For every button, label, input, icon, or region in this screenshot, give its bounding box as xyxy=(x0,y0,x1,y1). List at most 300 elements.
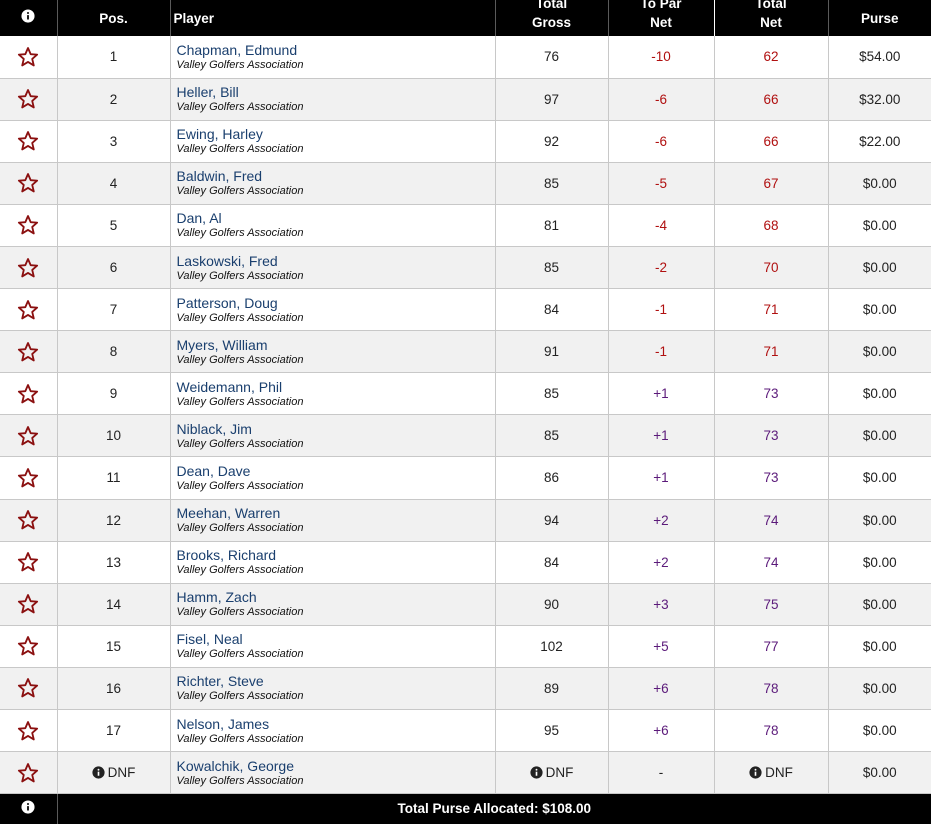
total-net-cell xyxy=(714,457,828,499)
player-name-link[interactable]: Myers, William xyxy=(176,336,268,353)
player-cell xyxy=(170,541,495,583)
star-icon[interactable] xyxy=(17,509,39,531)
player-cell xyxy=(170,289,495,331)
total-gross-cell xyxy=(495,415,608,457)
star-icon[interactable] xyxy=(17,720,39,742)
favorite-toggle[interactable] xyxy=(0,752,57,794)
player-name-link[interactable]: Heller, Bill xyxy=(176,84,239,101)
player-club: Valley Golfers Association xyxy=(176,690,304,703)
to-par-net-cell xyxy=(608,36,714,78)
to-par-net-value: - xyxy=(658,765,664,781)
total-net-cell xyxy=(714,331,828,373)
star-icon[interactable] xyxy=(17,425,39,447)
total-gross-value: 94 xyxy=(543,512,560,528)
table-row xyxy=(0,36,931,78)
position-cell xyxy=(57,583,170,625)
total-gross-cell xyxy=(495,541,608,583)
table-row xyxy=(0,583,931,625)
star-icon[interactable] xyxy=(17,130,39,152)
to-par-net-value: -1 xyxy=(654,302,667,318)
position-cell xyxy=(57,710,170,752)
purse-cell xyxy=(828,162,931,204)
position-cell xyxy=(57,120,170,162)
player-cell xyxy=(170,415,495,457)
to-par-net-cell xyxy=(608,541,714,583)
total-gross-value: 97 xyxy=(543,91,560,107)
player-cell xyxy=(170,752,495,794)
to-par-net-value: -4 xyxy=(654,217,667,233)
star-icon[interactable] xyxy=(17,214,39,236)
player-cell xyxy=(170,120,495,162)
total-net-value: 62 xyxy=(763,49,779,65)
to-par-net-cell xyxy=(608,331,714,373)
to-par-net-cell xyxy=(608,499,714,541)
position-cell xyxy=(57,667,170,709)
purse-value: $0.00 xyxy=(862,470,897,486)
favorite-toggle[interactable] xyxy=(0,415,57,457)
total-net-value: 78 xyxy=(763,680,779,696)
position-cell xyxy=(57,625,170,667)
table-row xyxy=(0,667,931,709)
player-name-link[interactable]: Nelson, James xyxy=(176,715,270,732)
position-value: 9 xyxy=(109,386,118,402)
star-icon[interactable] xyxy=(17,46,39,68)
star-icon[interactable] xyxy=(17,551,39,573)
favorite-toggle[interactable] xyxy=(0,583,57,625)
header-to-par-net[interactable]: To Par Net xyxy=(608,0,714,36)
to-par-net-cell xyxy=(608,667,714,709)
total-gross-value: 90 xyxy=(543,596,560,612)
to-par-net-value: +6 xyxy=(653,680,669,696)
purse-value: $0.00 xyxy=(862,512,897,528)
header-total-gross[interactable]: Total Gross xyxy=(495,0,608,36)
position-cell xyxy=(57,36,170,78)
total-net-value: 73 xyxy=(763,386,779,402)
player-name-link[interactable]: Laskowski, Fred xyxy=(176,252,278,269)
purse-value: $0.00 xyxy=(862,302,897,318)
player-club: Valley Golfers Association xyxy=(176,648,304,661)
star-icon[interactable] xyxy=(17,257,39,279)
purse-cell xyxy=(828,331,931,373)
favorite-toggle[interactable] xyxy=(0,204,57,246)
total-gross-value: 95 xyxy=(543,723,560,739)
to-par-net-cell xyxy=(608,373,714,415)
total-gross-cell xyxy=(495,752,608,794)
total-gross-value: 85 xyxy=(543,428,560,444)
purse-cell xyxy=(828,667,931,709)
total-gross-cell xyxy=(495,583,608,625)
player-name-link[interactable]: Brooks, Richard xyxy=(176,547,277,564)
total-net-cell xyxy=(714,710,828,752)
player-cell xyxy=(170,36,495,78)
position-cell xyxy=(57,457,170,499)
purse-cell xyxy=(828,289,931,331)
table-row xyxy=(0,162,931,204)
purse-cell xyxy=(828,457,931,499)
player-club: Valley Golfers Association xyxy=(176,437,304,450)
total-net-cell xyxy=(714,204,828,246)
player-club: Valley Golfers Association xyxy=(176,522,304,535)
position-cell xyxy=(57,499,170,541)
player-club: Valley Golfers Association xyxy=(176,606,304,619)
total-net-value: 74 xyxy=(763,512,779,528)
total-net-cell xyxy=(714,36,828,78)
player-club: Valley Golfers Association xyxy=(176,732,304,745)
total-gross-cell xyxy=(495,373,608,415)
player-club: Valley Golfers Association xyxy=(176,564,304,577)
position-cell xyxy=(57,752,170,794)
to-par-net-cell xyxy=(608,246,714,288)
table-row xyxy=(0,246,931,288)
to-par-net-value: +6 xyxy=(653,723,669,739)
total-net-value: 77 xyxy=(763,638,779,654)
total-gross-value: 85 xyxy=(543,260,560,276)
position-value: 8 xyxy=(109,344,118,360)
total-gross-value: 85 xyxy=(543,175,560,191)
star-icon[interactable] xyxy=(17,299,39,321)
to-par-net-cell xyxy=(608,289,714,331)
favorite-toggle[interactable] xyxy=(0,120,57,162)
total-gross-cell xyxy=(495,246,608,288)
total-gross-cell xyxy=(495,204,608,246)
player-club: Valley Golfers Association xyxy=(176,143,304,156)
to-par-net-cell xyxy=(608,752,714,794)
total-net-value: 71 xyxy=(763,344,779,360)
star-icon[interactable] xyxy=(17,341,39,363)
total-net-value: 78 xyxy=(763,723,779,739)
purse-cell xyxy=(828,36,931,78)
position-value: 2 xyxy=(109,91,118,107)
star-icon[interactable] xyxy=(17,88,39,110)
purse-cell xyxy=(828,246,931,288)
player-club: Valley Golfers Association xyxy=(176,227,304,240)
total-net-cell xyxy=(714,625,828,667)
purse-value: $0.00 xyxy=(862,344,897,360)
favorite-toggle[interactable] xyxy=(0,373,57,415)
total-gross-cell xyxy=(495,120,608,162)
player-cell xyxy=(170,625,495,667)
total-gross-cell xyxy=(495,625,608,667)
to-par-net-cell xyxy=(608,120,714,162)
purse-cell xyxy=(828,583,931,625)
total-gross-cell xyxy=(495,289,608,331)
footer-info[interactable] xyxy=(0,794,57,824)
player-name-link[interactable]: Patterson, Doug xyxy=(176,294,278,311)
player-club: Valley Golfers Association xyxy=(176,395,304,408)
purse-value: $54.00 xyxy=(859,49,901,65)
player-name-link[interactable]: Dan, Al xyxy=(176,210,222,227)
table-row xyxy=(0,373,931,415)
header-info[interactable] xyxy=(0,0,57,36)
total-gross-cell xyxy=(495,331,608,373)
table-row xyxy=(0,120,931,162)
to-par-net-value: -6 xyxy=(654,91,667,107)
star-icon[interactable] xyxy=(17,172,39,194)
to-par-net-cell xyxy=(608,457,714,499)
to-par-net-value: +1 xyxy=(653,428,669,444)
position-value: 16 xyxy=(105,680,122,696)
to-par-net-value: +1 xyxy=(653,470,669,486)
position-value: DNF xyxy=(107,765,136,781)
favorite-toggle[interactable] xyxy=(0,289,57,331)
total-net-cell xyxy=(714,120,828,162)
table-row xyxy=(0,541,931,583)
player-cell xyxy=(170,583,495,625)
favorite-toggle[interactable] xyxy=(0,625,57,667)
favorite-toggle[interactable] xyxy=(0,667,57,709)
purse-cell xyxy=(828,204,931,246)
favorite-toggle[interactable] xyxy=(0,162,57,204)
total-net-cell xyxy=(714,541,828,583)
player-club: Valley Golfers Association xyxy=(176,479,304,492)
total-net-cell xyxy=(714,289,828,331)
position-cell xyxy=(57,331,170,373)
table-row xyxy=(0,625,931,667)
to-par-net-value: -10 xyxy=(651,49,671,65)
favorite-toggle[interactable] xyxy=(0,499,57,541)
player-club: Valley Golfers Association xyxy=(176,774,304,787)
total-gross-value: 76 xyxy=(543,49,560,65)
total-net-cell xyxy=(714,752,828,794)
player-cell xyxy=(170,710,495,752)
player-cell xyxy=(170,667,495,709)
table-row xyxy=(0,710,931,752)
total-net-cell xyxy=(714,583,828,625)
purse-cell xyxy=(828,78,931,120)
table-row xyxy=(0,331,931,373)
position-value: 6 xyxy=(109,260,118,276)
to-par-net-cell xyxy=(608,583,714,625)
total-gross-value: 86 xyxy=(543,470,560,486)
info-icon[interactable] xyxy=(530,766,543,779)
position-cell xyxy=(57,162,170,204)
total-net-value: 66 xyxy=(763,91,779,107)
to-par-net-value: +2 xyxy=(653,512,669,528)
position-value: 17 xyxy=(105,723,122,739)
player-club: Valley Golfers Association xyxy=(176,185,304,198)
header-total-net[interactable]: Total Net xyxy=(714,0,828,36)
total-gross-value: 89 xyxy=(543,680,560,696)
position-value: 14 xyxy=(105,596,122,612)
position-cell xyxy=(57,415,170,457)
table-row xyxy=(0,499,931,541)
favorite-toggle[interactable] xyxy=(0,78,57,120)
total-net-value: 70 xyxy=(763,260,779,276)
position-value: 15 xyxy=(105,638,122,654)
player-name-link[interactable]: Weidemann, Phil xyxy=(176,378,283,395)
purse-value: $0.00 xyxy=(862,765,897,781)
to-par-net-value: -5 xyxy=(654,175,667,191)
favorite-toggle[interactable] xyxy=(0,331,57,373)
purse-cell xyxy=(828,373,931,415)
player-name-link[interactable]: Baldwin, Fred xyxy=(176,168,263,185)
to-par-net-value: +1 xyxy=(653,386,669,402)
to-par-net-cell xyxy=(608,204,714,246)
total-net-value: 73 xyxy=(763,470,779,486)
footer-row xyxy=(0,794,931,824)
purse-value: $22.00 xyxy=(859,133,901,149)
total-net-cell xyxy=(714,246,828,288)
position-cell xyxy=(57,289,170,331)
player-name-link[interactable]: Meehan, Warren xyxy=(176,505,281,522)
player-club: Valley Golfers Association xyxy=(176,269,304,282)
total-gross-value: 92 xyxy=(543,133,560,149)
info-icon[interactable] xyxy=(21,800,35,814)
position-value: 7 xyxy=(109,302,118,318)
purse-value: $0.00 xyxy=(862,596,897,612)
player-name-link[interactable]: Hamm, Zach xyxy=(176,589,257,606)
purse-value: $0.00 xyxy=(862,428,897,444)
total-net-value: 74 xyxy=(763,554,779,570)
player-cell xyxy=(170,457,495,499)
star-icon[interactable] xyxy=(17,677,39,699)
total-net-cell xyxy=(714,667,828,709)
player-cell xyxy=(170,162,495,204)
favorite-toggle[interactable] xyxy=(0,710,57,752)
position-cell xyxy=(57,204,170,246)
total-gross-cell xyxy=(495,36,608,78)
to-par-net-cell xyxy=(608,625,714,667)
player-name-link[interactable]: Kowalchik, George xyxy=(176,757,295,774)
position-value: 3 xyxy=(109,133,118,149)
total-gross-value: 81 xyxy=(543,217,560,233)
player-club: Valley Golfers Association xyxy=(176,353,304,366)
total-net-cell xyxy=(714,162,828,204)
purse-value: $0.00 xyxy=(862,260,897,276)
player-cell xyxy=(170,204,495,246)
position-value: 11 xyxy=(106,470,121,486)
total-net-value: 68 xyxy=(763,217,779,233)
to-par-net-value: -2 xyxy=(654,260,667,276)
header-player[interactable]: Player xyxy=(170,0,495,36)
purse-value: $0.00 xyxy=(862,554,897,570)
purse-cell xyxy=(828,541,931,583)
to-par-net-cell xyxy=(608,415,714,457)
table-row xyxy=(0,289,931,331)
position-cell xyxy=(57,373,170,415)
to-par-net-cell xyxy=(608,162,714,204)
total-gross-cell xyxy=(495,710,608,752)
purse-value: $0.00 xyxy=(862,680,897,696)
purse-value: $32.00 xyxy=(859,91,901,107)
star-icon[interactable] xyxy=(17,383,39,405)
favorite-toggle[interactable] xyxy=(0,246,57,288)
favorite-toggle[interactable] xyxy=(0,541,57,583)
position-value: 10 xyxy=(105,428,122,444)
favorite-toggle[interactable] xyxy=(0,36,57,78)
favorite-toggle[interactable] xyxy=(0,457,57,499)
star-icon[interactable] xyxy=(17,762,39,784)
total-gross-value: 84 xyxy=(543,302,560,318)
player-name-link[interactable]: Richter, Steve xyxy=(176,673,264,690)
info-icon[interactable] xyxy=(92,766,105,779)
position-value: 13 xyxy=(105,554,122,570)
total-purse-allocated: Total Purse Allocated: $108.00 xyxy=(57,794,931,824)
total-net-value: 73 xyxy=(763,428,779,444)
position-value: 4 xyxy=(109,175,118,191)
position-cell xyxy=(57,78,170,120)
purse-cell xyxy=(828,710,931,752)
player-name-link[interactable]: Chapman, Edmund xyxy=(176,41,298,58)
player-name-link[interactable]: Fisel, Neal xyxy=(176,631,243,648)
table-row xyxy=(0,204,931,246)
position-value: 1 xyxy=(109,49,118,65)
to-par-net-value: -1 xyxy=(654,344,667,360)
star-icon[interactable] xyxy=(17,593,39,615)
table-row xyxy=(0,752,931,794)
header-row xyxy=(0,0,931,36)
player-cell xyxy=(170,246,495,288)
total-gross-value: 85 xyxy=(543,386,560,402)
total-gross-value: DNF xyxy=(545,765,574,781)
purse-value: $0.00 xyxy=(862,723,897,739)
total-net-cell xyxy=(714,499,828,541)
total-gross-value: 91 xyxy=(543,344,560,360)
to-par-net-cell xyxy=(608,710,714,752)
purse-value: $0.00 xyxy=(862,217,897,233)
position-cell xyxy=(57,246,170,288)
to-par-net-value: +2 xyxy=(653,554,669,570)
player-name-link[interactable]: Ewing, Harley xyxy=(176,126,263,143)
purse-cell xyxy=(828,752,931,794)
player-cell xyxy=(170,373,495,415)
player-club: Valley Golfers Association xyxy=(176,101,304,114)
player-cell xyxy=(170,78,495,120)
purse-cell xyxy=(828,415,931,457)
purse-cell xyxy=(828,625,931,667)
to-par-net-cell xyxy=(608,78,714,120)
star-icon[interactable] xyxy=(17,635,39,657)
total-net-value: 67 xyxy=(763,175,779,191)
position-value: 12 xyxy=(105,512,122,528)
position-cell xyxy=(57,541,170,583)
header-pos[interactable]: Pos. xyxy=(57,0,170,36)
player-name-link[interactable]: Dean, Dave xyxy=(176,462,251,479)
total-gross-cell xyxy=(495,499,608,541)
total-gross-value: 84 xyxy=(543,554,560,570)
total-gross-cell xyxy=(495,162,608,204)
star-icon[interactable] xyxy=(17,467,39,489)
to-par-net-value: -6 xyxy=(654,133,667,149)
position-value: 5 xyxy=(109,217,118,233)
total-net-cell xyxy=(714,78,828,120)
total-gross-value: 102 xyxy=(540,638,563,654)
total-gross-cell xyxy=(495,457,608,499)
total-net-cell xyxy=(714,373,828,415)
player-club: Valley Golfers Association xyxy=(176,311,304,324)
table-row xyxy=(0,78,931,120)
purse-cell xyxy=(828,499,931,541)
player-club: Valley Golfers Association xyxy=(176,58,304,71)
total-gross-cell xyxy=(495,667,608,709)
player-cell xyxy=(170,499,495,541)
total-net-value: 66 xyxy=(763,133,779,149)
purse-value: $0.00 xyxy=(862,175,897,191)
header-purse[interactable]: Purse xyxy=(828,0,931,36)
info-icon[interactable] xyxy=(749,766,762,779)
table-row xyxy=(0,457,931,499)
total-gross-cell xyxy=(495,78,608,120)
player-cell xyxy=(170,331,495,373)
info-icon[interactable] xyxy=(21,9,35,23)
to-par-net-value: +3 xyxy=(653,596,669,612)
total-net-value: 75 xyxy=(763,596,779,612)
to-par-net-value: +5 xyxy=(653,638,669,654)
total-net-cell xyxy=(714,415,828,457)
player-name-link[interactable]: Niblack, Jim xyxy=(176,420,252,437)
total-net-value: DNF xyxy=(765,765,793,781)
purse-value: $0.00 xyxy=(862,386,897,402)
